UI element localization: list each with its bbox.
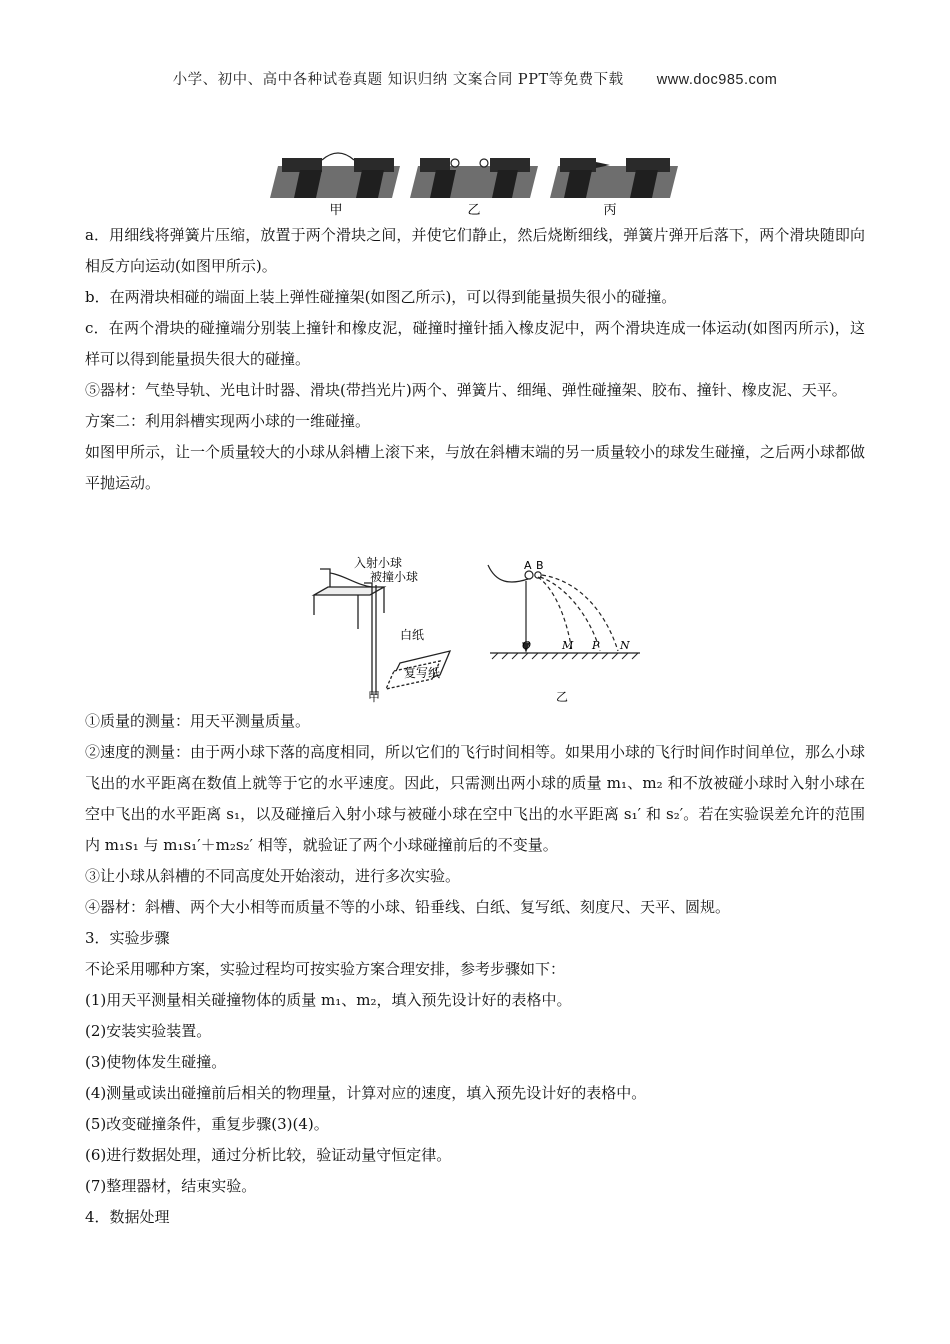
paragraph-b: b．在两滑块相碰的端面上装上弹性碰撞架(如图乙所示)，可以得到能量损失很小的碰撞。 (85, 288, 677, 306)
step-3: (3)使物体发生碰撞。 (85, 1053, 227, 1071)
step-5: (5)改变碰撞条件，重复步骤(3)(4)。 (85, 1115, 329, 1133)
paragraph-plan-two: 方案二：利用斜槽实现两小球的一维碰撞。 (85, 412, 371, 430)
track-jia (270, 153, 400, 198)
label-B: B (536, 559, 544, 572)
paragraph-equipment-2: ④器材：斜槽、两个大小相等而质量不等的小球、铅垂线、白纸、复写纸、刻度尺、天平、圆规。 (85, 898, 731, 916)
label-jia-2: 甲 (368, 690, 381, 704)
label-M: M (562, 639, 574, 652)
paragraph-steps-intro: 不论采用哪种方案，实验过程均可按实验方案合理安排，参考步骤如下： (85, 960, 566, 978)
chute-figure (300, 555, 660, 705)
step-1: (1)用天平测量相关碰撞物体的质量 m₁、m₂，填入预先设计好的表格中。 (85, 991, 572, 1009)
page-header (0, 68, 950, 89)
step-7: (7)整理器材，结束实验。 (85, 1177, 257, 1195)
heading-steps: 3．实验步骤 (85, 929, 170, 947)
step-2: (2)安装实验装置。 (85, 1022, 212, 1040)
ground-hatch (492, 653, 638, 659)
label-bing: 丙 (603, 203, 617, 218)
track-bing (550, 158, 678, 198)
header-site[interactable]: www.doc985.com (656, 72, 778, 88)
paragraph-a: a．用细线将弹簧片压缩，放置于两个滑块之间，并使它们静止，然后烧断细线，弹簧片弹开后落下，两个滑块随即向相反方向运动(如图甲所示)。 (85, 226, 865, 275)
paragraph-c: c．在两个滑块的碰撞端分别装上撞针和橡皮泥，碰撞时撞针插入橡皮泥中，两个滑块连成一体运动(如图丙所示)，这样可以得到能量损失很大的碰撞。 (85, 319, 865, 368)
label-P: P (592, 639, 600, 652)
paragraph-equipment: ⑤器材：气垫导轨、光电计时器、滑块(带挡光片)两个、弹簧片、细绳、弹性碰撞架、胶布、撞针、橡皮泥、天平。 (85, 381, 847, 399)
label-N: N (620, 639, 630, 652)
section-b (85, 706, 865, 1233)
paragraph-velocity: ②速度的测量：由于两小球下落的高度相同，所以它们的飞行时间相等。如果用小球的飞行时间作时间单位，那么小球飞出的水平距离在数值上就等于它的水平速度。因此，只需测出两小球的质量 m₁、m₂ 和不放被碰小球时入射小球在空中飞出的水平距离 s₁，以及碰撞后入射小球与被碰小球在空中飞出的水平距离 s₁′ 和 s₂′。若在实验误差允许的范围内 m₁s₁ 与 m₁s₁′＋m₂s₂′ 相等，就验证了两个小球碰撞前后的不变量。 (85, 743, 866, 854)
label-white-paper: 白纸 (400, 628, 425, 642)
paragraph-plan-two-desc: 如图甲所示，让一个质量较大的小球从斜槽上滚下来，与放在斜槽末端的另一质量较小的球发生碰撞，之后两小球都做平抛运动。 (85, 443, 866, 492)
label-yi: 乙 (467, 203, 481, 218)
air-track-figure (270, 148, 690, 220)
label-incident-ball: 入射小球 (354, 556, 403, 570)
label-A: A (524, 559, 532, 572)
track-yi (410, 158, 538, 198)
label-jia: 甲 (329, 203, 343, 218)
label-yi-2: 乙 (556, 690, 569, 704)
label-carbon-paper: 复写纸 (404, 666, 441, 680)
label-O: O (522, 639, 532, 652)
header-title: 小学、初中、高中各种试卷真题 知识归纳 文案合同 PPT等免费下载 (172, 72, 624, 88)
step-6: (6)进行数据处理，通过分析比较，验证动量守恒定律。 (85, 1146, 452, 1164)
section-a (85, 220, 865, 499)
step-4: (4)测量或读出碰撞前后相关的物理量，计算对应的速度，填入预先设计好的表格中。 (85, 1084, 647, 1102)
heading-data: 4．数据处理 (85, 1208, 170, 1226)
paragraph-mass: ①质量的测量：用天平测量质量。 (85, 712, 311, 730)
label-target-ball: 被撞小球 (370, 570, 419, 584)
paragraph-repeat: ③让小球从斜槽的不同高度处开始滚动，进行多次实验。 (85, 867, 461, 885)
